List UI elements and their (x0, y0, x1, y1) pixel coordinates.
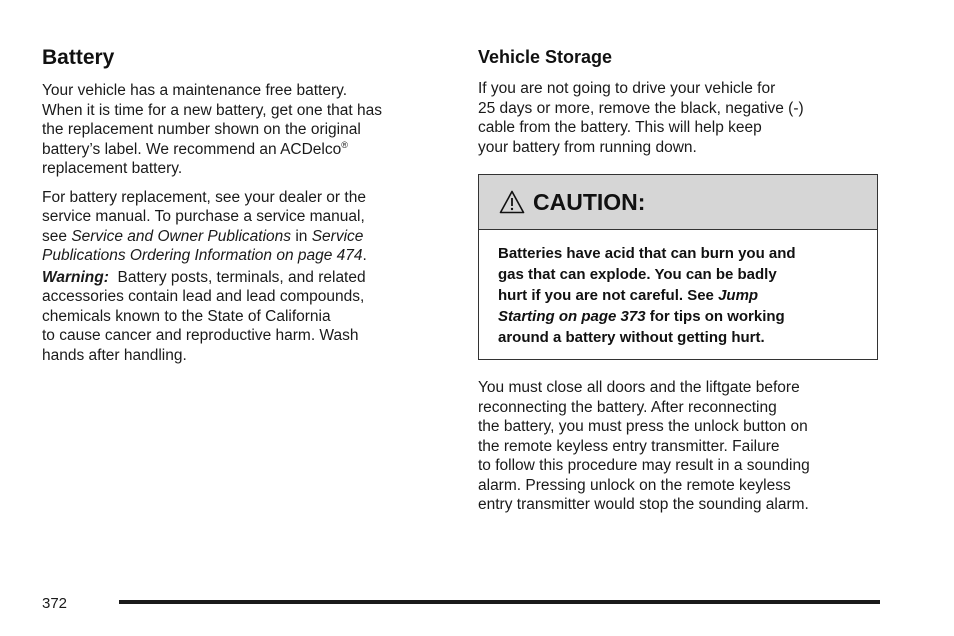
text-segment: see (42, 227, 72, 245)
page-number: 372 (42, 595, 68, 612)
warning-first-line (42, 268, 452, 288)
text-line: to follow this procedure may result in a sounding (478, 457, 810, 474)
battery-paragraph-1 (42, 81, 452, 179)
text-line-acdelco (42, 140, 452, 160)
vehicle-storage-paragraph (478, 79, 888, 157)
text-line: Batteries have acid that can burn you and (498, 245, 796, 262)
warning-triangle-icon (499, 190, 525, 214)
caution-box (478, 174, 878, 360)
text-line-with-reference (42, 246, 452, 266)
publications-reference-link[interactable]: Service and Owner Publications (71, 227, 292, 245)
text-segment: in (291, 227, 312, 245)
text-line: accessories contain lead and lead compounds, (42, 288, 365, 305)
reconnect-paragraph-block (478, 378, 888, 515)
text-line: your battery from running down. (478, 138, 697, 156)
caution-header (479, 175, 877, 230)
jump-starting-reference-link-cont[interactable]: Starting on page 373 (498, 308, 646, 325)
text-line: When it is time for a new battery, get one that has (42, 101, 383, 119)
battery-warning (42, 268, 452, 366)
text-segment: for tips on working (645, 308, 785, 325)
text-line: service manual. To purchase a service manual, (42, 208, 365, 225)
text-line: gas that can explode. You can be badly (498, 266, 777, 283)
text-line-with-reference (498, 306, 859, 327)
footer-rule (119, 600, 880, 604)
text-line: chemicals known to the State of California (42, 307, 331, 325)
jump-starting-reference-link[interactable]: Jump (718, 287, 759, 304)
vehicle-storage-heading: Vehicle Storage (478, 47, 613, 67)
text-line: the battery, you must press the unlock button on (478, 418, 808, 435)
text-line: Your vehicle has a maintenance free battery. (42, 82, 348, 99)
text-line: hands after handling. (42, 346, 187, 364)
text-line: reconnecting the battery. After reconnecting (478, 398, 777, 416)
ordering-info-reference-link-cont[interactable]: Publications Ordering Information on page 474 (42, 247, 363, 264)
text-line: around a battery without getting hurt. (498, 329, 765, 346)
text-line: If you are not going to drive your vehicle for (478, 80, 776, 97)
warning-label: Warning: (42, 268, 109, 286)
reconnect-paragraph (478, 378, 888, 515)
text-line: the replacement number shown on the original (42, 121, 361, 138)
battery-heading: Battery (42, 46, 115, 69)
registered-mark: ® (341, 139, 348, 150)
caution-body (479, 230, 877, 348)
text-line-with-reference (498, 285, 859, 306)
text-line: cable from the battery. This will help keep (478, 119, 762, 136)
text-line: 25 days or more, remove the black, negative (-) (478, 99, 804, 117)
text-segment: battery’s label. We recommend an ACDelco (42, 140, 342, 158)
text-line: replacement battery. (42, 160, 183, 177)
text-line-with-reference (42, 227, 452, 247)
caution-title: CAUTION: (533, 188, 646, 215)
text-line: the remote keyless entry transmitter. Failure (478, 437, 780, 455)
text-line: to cause cancer and reproductive harm. Wash (42, 327, 359, 344)
text-segment: hurt if you are not careful. See (498, 287, 719, 304)
text-segment: Battery posts, terminals, and related (108, 268, 366, 286)
text-segment: . (362, 247, 367, 264)
text-line: For battery replacement, see your dealer or the (42, 188, 366, 206)
text-line: alarm. Pressing unlock on the remote keyless (478, 476, 791, 494)
left-column (42, 44, 452, 365)
text-line: entry transmitter would stop the sounding alarm. (478, 496, 809, 513)
battery-paragraph-2 (42, 188, 452, 266)
text-line: You must close all doors and the liftgate before (478, 379, 800, 396)
ordering-info-reference-link[interactable]: Service (311, 227, 364, 245)
right-column (478, 44, 888, 157)
